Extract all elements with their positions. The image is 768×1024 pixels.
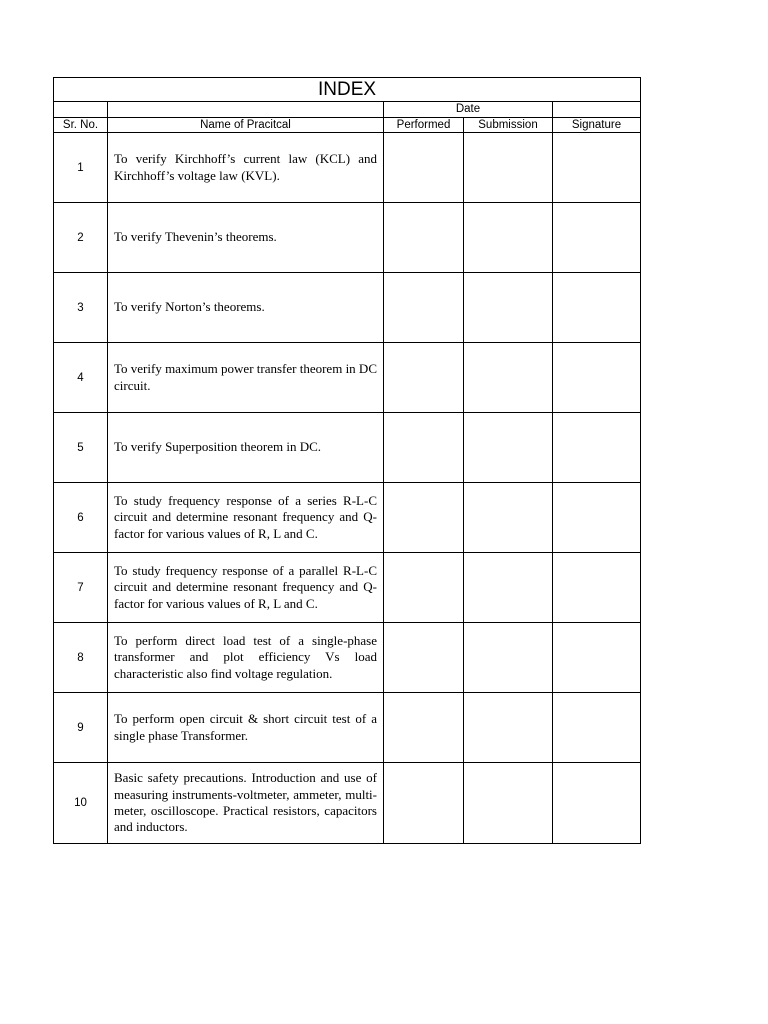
performed-date-cell bbox=[384, 623, 464, 693]
submission-date-cell bbox=[464, 553, 553, 623]
practical-name-cell: To verify Kirchhoff’s current law (KCL) and Kirchhoff’s voltage law (KVL). bbox=[108, 133, 384, 203]
submission-date-cell bbox=[464, 693, 553, 763]
submission-date-cell bbox=[464, 273, 553, 343]
name-header: Name of Pracitcal bbox=[108, 118, 384, 133]
submission-date-cell bbox=[464, 203, 553, 273]
performed-date-cell bbox=[384, 693, 464, 763]
signature-cell bbox=[553, 483, 641, 553]
performed-date-cell bbox=[384, 203, 464, 273]
submission-date-cell bbox=[464, 763, 553, 844]
signature-cell bbox=[553, 693, 641, 763]
practical-name-cell: Basic safety precautions. Introduction and use of measuring instruments-voltmeter, ammeter, multi-meter, oscilloscope. Practical resistors, capacitors and inductors. bbox=[108, 763, 384, 844]
submission-date-cell bbox=[464, 483, 553, 553]
blank-header-cell bbox=[553, 102, 641, 118]
table-row bbox=[54, 273, 641, 343]
signature-cell bbox=[553, 343, 641, 413]
table-row bbox=[54, 133, 641, 203]
signature-cell bbox=[553, 413, 641, 483]
sr-no-cell: 4 bbox=[54, 343, 108, 413]
table-row bbox=[54, 203, 641, 273]
performed-date-cell bbox=[384, 763, 464, 844]
sr-no-header: Sr. No. bbox=[54, 118, 108, 133]
sr-no-cell: 2 bbox=[54, 203, 108, 273]
date-group-header: Date bbox=[384, 102, 553, 118]
sr-no-cell: 7 bbox=[54, 553, 108, 623]
signature-cell bbox=[553, 763, 641, 844]
table-row bbox=[54, 693, 641, 763]
signature-cell bbox=[553, 623, 641, 693]
performed-date-cell bbox=[384, 133, 464, 203]
performed-date-cell bbox=[384, 483, 464, 553]
practical-name-cell: To verify Norton’s theorems. bbox=[108, 273, 384, 343]
sr-no-cell: 6 bbox=[54, 483, 108, 553]
signature-cell bbox=[553, 203, 641, 273]
index-table bbox=[53, 77, 641, 844]
practical-name-cell: To verify Thevenin’s theorems. bbox=[108, 203, 384, 273]
sr-no-cell: 8 bbox=[54, 623, 108, 693]
table-row bbox=[54, 553, 641, 623]
practical-name-cell: To verify Superposition theorem in DC. bbox=[108, 413, 384, 483]
table-row bbox=[54, 623, 641, 693]
submission-date-cell bbox=[464, 623, 553, 693]
performed-date-cell bbox=[384, 553, 464, 623]
performed-header: Performed bbox=[384, 118, 464, 133]
signature-cell bbox=[553, 133, 641, 203]
submission-header: Submission bbox=[464, 118, 553, 133]
practical-name-cell: To study frequency response of a parallel R-L-C circuit and determine resonant frequency and Q-factor for various values of R, L and C. bbox=[108, 553, 384, 623]
submission-date-cell bbox=[464, 133, 553, 203]
performed-date-cell bbox=[384, 413, 464, 483]
signature-header: Signature bbox=[553, 118, 641, 133]
submission-date-cell bbox=[464, 413, 553, 483]
practical-name-cell: To verify maximum power transfer theorem in DC circuit. bbox=[108, 343, 384, 413]
signature-cell bbox=[553, 273, 641, 343]
table-row bbox=[54, 483, 641, 553]
practical-name-cell: To study frequency response of a series R-L-C circuit and determine resonant frequency and Q-factor for various values of R, L and C. bbox=[108, 483, 384, 553]
table-row bbox=[54, 763, 641, 844]
performed-date-cell bbox=[384, 343, 464, 413]
signature-cell bbox=[553, 553, 641, 623]
blank-header-cell bbox=[108, 102, 384, 118]
sr-no-cell: 1 bbox=[54, 133, 108, 203]
table-row bbox=[54, 413, 641, 483]
page-title: INDEX bbox=[54, 78, 641, 102]
submission-date-cell bbox=[464, 343, 553, 413]
performed-date-cell bbox=[384, 273, 464, 343]
sr-no-cell: 3 bbox=[54, 273, 108, 343]
sr-no-cell: 9 bbox=[54, 693, 108, 763]
practical-name-cell: To perform open circuit & short circuit test of a single phase Transformer. bbox=[108, 693, 384, 763]
table-row bbox=[54, 343, 641, 413]
sr-no-cell: 10 bbox=[54, 763, 108, 844]
blank-header-cell bbox=[54, 102, 108, 118]
practical-name-cell: To perform direct load test of a single-phase transformer and plot efficiency Vs load characteristic also find voltage regulation. bbox=[108, 623, 384, 693]
sr-no-cell: 5 bbox=[54, 413, 108, 483]
